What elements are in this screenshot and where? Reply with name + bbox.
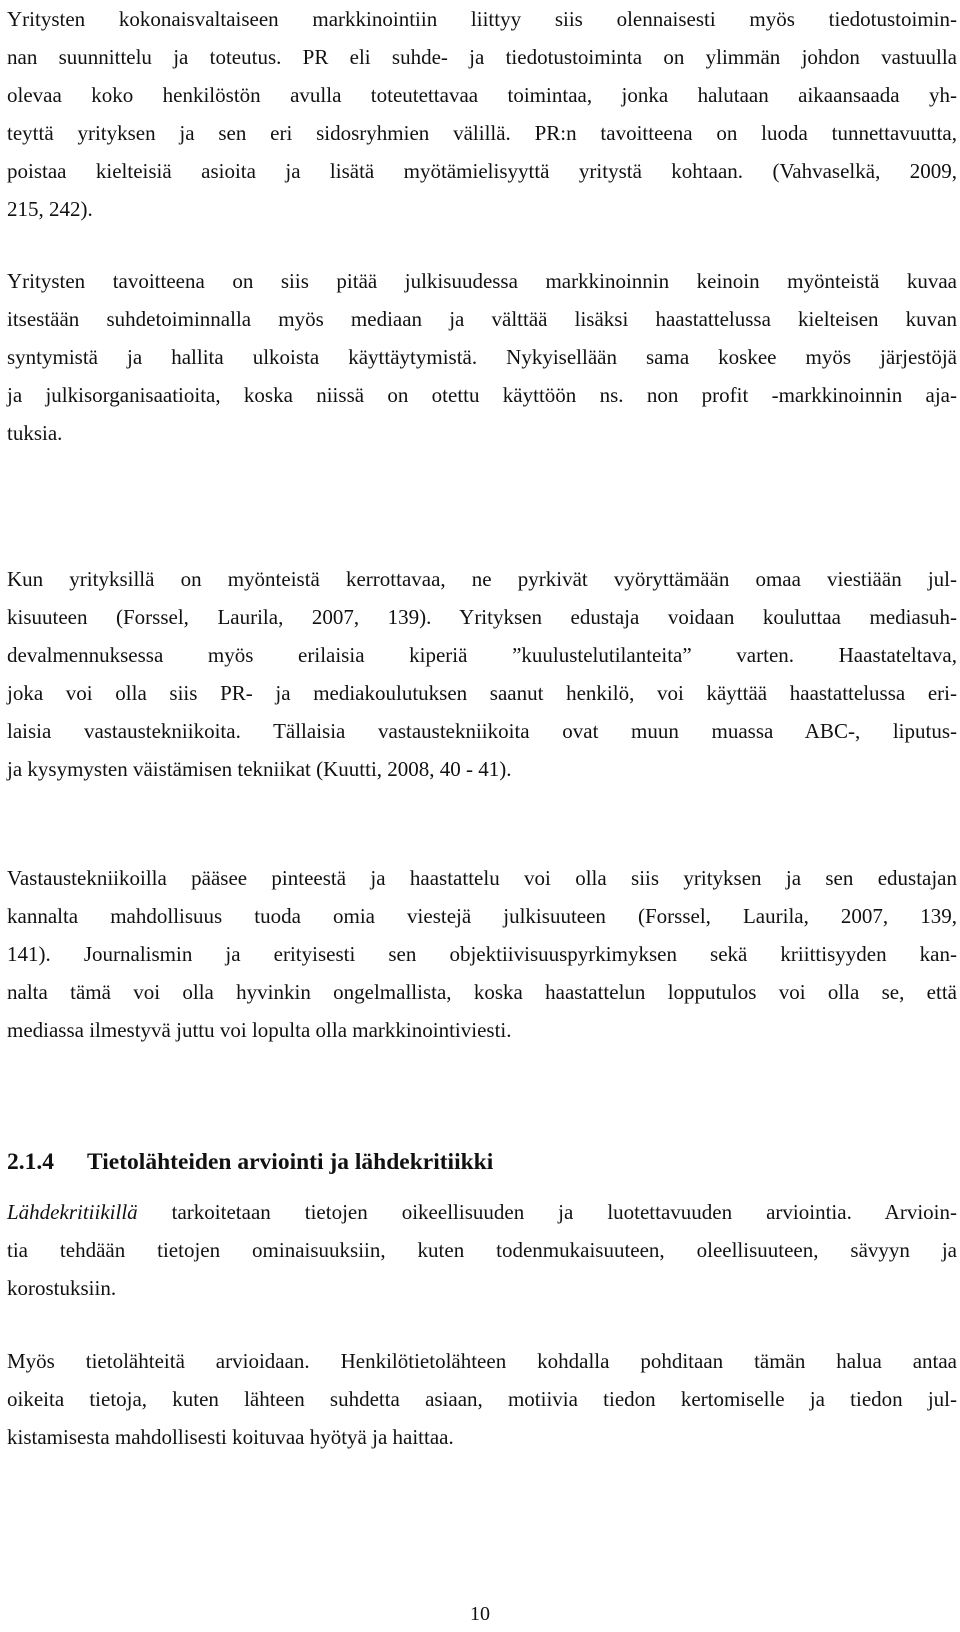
paragraph-line: joka voi olla siis PR- ja mediakoulutuksen saanut henkilö, voi käyttää haastattelussa eri- [7, 681, 957, 705]
paragraph-line: Vastaustekniikoilla pääsee pinteestä ja haastattelu voi olla siis yrityksen ja sen edustajan [7, 866, 957, 890]
section-title: Tietolähteiden arviointi ja lähdekritiikki [87, 1149, 494, 1175]
paragraph-3 [7, 560, 957, 788]
paragraph-line: ja julkisorganisaatioita, koska niissä on otettu käyttöön ns. non profit -markkinoinnin aja- [7, 383, 957, 407]
section-paragraph-1 [7, 1193, 957, 1307]
paragraph-line: korostuksiin. [7, 1276, 117, 1300]
paragraph-line: mediassa ilmestyvä juttu voi lopulta olla markkinointiviesti. [7, 1018, 512, 1042]
paragraph-line: kannalta mahdollisuus tuoda omia viestejä julkisuuteen (Forssel, Laurila, 2007, 139, [7, 904, 957, 928]
section-paragraph-2 [7, 1342, 957, 1456]
paragraph-line: nan suunnittelu ja toteutus. PR eli suhde- ja tiedotustoiminta on ylimmän johdon vastuulla [7, 45, 957, 69]
paragraph-line: kistamisesta mahdollisesti koituvaa hyötyä ja haittaa. [7, 1425, 454, 1449]
paragraph-2 [7, 262, 957, 452]
paragraph-line: Kun yrityksillä on myönteistä kerrottavaa, ne pyrkivät vyöryttämään omaa viestiään jul- [7, 567, 957, 591]
section-heading [7, 1147, 907, 1177]
paragraph-line: laisia vastaustekniikoita. Tällaisia vastaustekniikoita ovat muun muassa ABC-, liputus- [7, 719, 957, 743]
paragraph-line: tia tehdään tietojen ominaisuuksiin, kuten todenmukaisuuteen, oleellisuuteen, sävyyn ja [7, 1238, 957, 1262]
paragraph-line: olevaa koko henkilöstön avulla toteutettavaa toimintaa, jonka halutaan aikaansaada yh- [7, 83, 957, 107]
page-number: 10 [470, 1603, 490, 1625]
paragraph-line: devalmennuksessa myös erilaisia kiperiä ”kuulustelutilanteita” varten. Haastateltava, [7, 643, 957, 667]
paragraph-1 [7, 0, 957, 228]
term-lahdekritiikki: Lähdekritiikillä [7, 1200, 138, 1224]
paragraph-line: syntymistä ja hallita ulkoista käyttäytymistä. Nykyisellään sama koskee myös järjestöjä [7, 345, 957, 369]
paragraph-line: itsestään suhdetoiminnalla myös mediaan ja välttää lisäksi haastattelussa kielteisen kuvan [7, 307, 957, 331]
paragraph-line: kisuuteen (Forssel, Laurila, 2007, 139). Yrityksen edustaja voidaan kouluttaa mediasuh- [7, 605, 957, 629]
paragraph-line: Myös tietolähteitä arvioidaan. Henkilötietolähteen kohdalla pohditaan tämän halua antaa [7, 1349, 957, 1373]
paragraph-line: 141). Journalismin ja erityisesti sen objektiivisuuspyrkimyksen sekä kriittisyyden kan- [7, 942, 957, 966]
paragraph-line: oikeita tietoja, kuten lähteen suhdetta asiaan, motiivia tiedon kertomiselle ja tiedon jul- [7, 1387, 957, 1411]
paragraph-line [7, 1193, 957, 1231]
paragraph-line-rest: tarkoitetaan tietojen oikeellisuuden ja luotettavuuden arviointia. Arvioin- [137, 1200, 957, 1224]
paragraph-line: ja kysymysten väistämisen tekniikat (Kuutti, 2008, 40 - 41). [7, 757, 512, 781]
paragraph-line: poistaa kielteisiä asioita ja lisätä myötämielisyyttä yritystä kohtaan. (Vahvaselkä, 2009, [7, 159, 957, 183]
paragraph-line: nalta tämä voi olla hyvinkin ongelmallista, koska haastattelun lopputulos voi olla se, että [7, 980, 957, 1004]
paragraph-line: Yritysten kokonaisvaltaiseen markkinointiin liittyy siis olennaisesti myös tiedotustoimin- [7, 7, 957, 31]
paragraph-line: tuksia. [7, 421, 63, 445]
paragraph-line: teyttä yrityksen ja sen eri sidosryhmien välillä. PR:n tavoitteena on luoda tunnettavuutta, [7, 121, 957, 145]
section-number: 2.1.4 [7, 1149, 54, 1175]
paragraph-4 [7, 859, 957, 1049]
paragraph-line: Yritysten tavoitteena on siis pitää julkisuudessa markkinoinnin keinoin myönteistä kuvaa [7, 269, 957, 293]
paragraph-line: 215, 242). [7, 197, 93, 221]
